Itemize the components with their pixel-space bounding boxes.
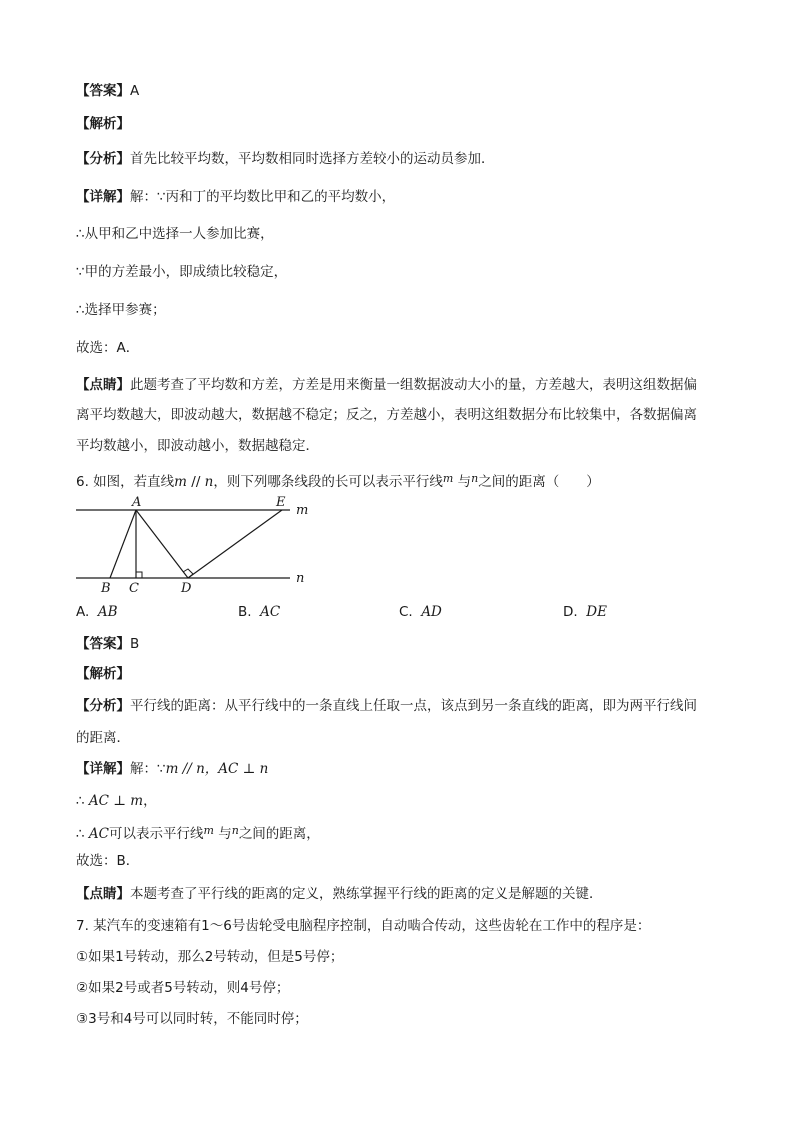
q6-detail-line-3 — [76, 822, 320, 843]
option-a-value: AB — [97, 604, 118, 620]
q5-dianjing-line-2: 离平均数越大，即波动越大，数据越不稳定；反之，方差越小，表明这组数据分布比较集中，各数据偏离 — [76, 407, 697, 423]
q6-stem-c: 与 — [453, 474, 472, 490]
detail-2-prefix: ∴ — [76, 793, 89, 809]
q6-options — [76, 603, 736, 621]
option-c-value: AD — [421, 604, 442, 620]
q7-rule-1: ①如果1号转动，那么2号转动，但是5号停； — [76, 949, 344, 965]
q6-stem-b: ，则下列哪条线段的长可以表示平行线 — [213, 474, 443, 490]
q6-analysis-tag: 【解析】 — [76, 666, 130, 682]
q5-fenxi-line — [76, 150, 495, 168]
detail-math: m // n，AC ⊥ n — [165, 761, 269, 777]
segment-ab — [110, 510, 136, 578]
dianjing-tag: 【点睛】 — [76, 886, 130, 902]
option-b[interactable] — [238, 603, 280, 621]
q7-stem: 7. 某汽车的变速箱有1～6号齿轮受电脑程序控制，自动啮合传动，这些齿轮在工作中的程序是： — [76, 918, 651, 934]
option-b-value: AC — [260, 604, 281, 620]
answer-tag: 【答案】 — [76, 83, 130, 99]
detail-tag: 【详解】 — [76, 761, 130, 777]
detail-text: 解：∵丙和丁的平均数比甲和乙的平均数小， — [130, 189, 396, 205]
option-a[interactable] — [76, 603, 118, 621]
detail-3-text: 可以表示平行线 — [108, 826, 204, 842]
q6-stem-n: n — [204, 474, 214, 490]
q5-answer-line — [76, 82, 139, 100]
detail-3-and: 与 — [213, 826, 232, 842]
option-c-letter: C. — [399, 604, 413, 620]
fenxi-text: 平行线的距离：从平行线中的一条直线上任取一点，该点到另一条直线的距离，即为两平行线间 — [130, 698, 697, 714]
q6-stem-d: 之间的距离（ ） — [478, 474, 600, 490]
detail-2-math: AC ⊥ m — [88, 793, 144, 809]
option-c[interactable] — [399, 603, 442, 621]
option-d-value: DE — [586, 604, 607, 620]
label-e: E — [276, 495, 286, 510]
q6-stem-n2: n — [471, 472, 479, 485]
q5-detail-line-2: ∴从甲和乙中选择一人参加比赛， — [76, 226, 274, 242]
detail-3-end: 之间的距离， — [238, 826, 320, 842]
detail-text: 解：∵ — [130, 761, 166, 777]
q6-stem — [76, 470, 600, 491]
answer-tag: 【答案】 — [76, 636, 130, 652]
detail-3-math: AC — [88, 826, 109, 842]
answer-value: A — [130, 83, 140, 99]
q6-stem-a: 6. 如图，若直线 — [76, 474, 175, 490]
dianjing-text: 此题考查了平均数和方差，方差是用来衡量一组数据波动大小的量，方差越大，表明这组数据偏 — [130, 377, 697, 393]
detail-2-suffix: ， — [143, 793, 157, 809]
q6-fenxi-line-1 — [76, 697, 697, 715]
answer-value: B — [130, 636, 140, 652]
fenxi-tag: 【分析】 — [76, 151, 130, 167]
label-n: n — [296, 571, 305, 586]
detail-3-prefix: ∴ — [76, 826, 89, 842]
label-m: m — [296, 503, 309, 518]
q5-detail-line-1 — [76, 188, 395, 206]
detail-tag: 【详解】 — [76, 189, 130, 205]
q5-detail-line-4: ∴选择甲参赛； — [76, 302, 166, 318]
q6-detail-line-1 — [76, 760, 268, 778]
label-b: B — [101, 581, 111, 593]
geometry-figure — [70, 493, 390, 593]
q6-stem-par: // — [186, 474, 205, 490]
detail-3-m: m — [203, 824, 214, 837]
segment-de — [188, 510, 282, 578]
option-d[interactable] — [563, 603, 607, 621]
label-c: C — [129, 581, 139, 593]
fenxi-tag: 【分析】 — [76, 698, 130, 714]
q6-choice: 故选：B． — [76, 853, 140, 869]
q6-answer-line — [76, 635, 139, 653]
dianjing-text: 本题考查了平行线的距离的定义，熟练掌握平行线的距离的定义是解题的关键． — [130, 886, 603, 902]
option-d-letter: D. — [563, 604, 578, 620]
q5-choice: 故选：A． — [76, 340, 140, 356]
q5-dianjing-line-3: 平均数越小，即波动越小，数据越稳定． — [76, 438, 319, 454]
q6-detail-line-2 — [76, 792, 157, 810]
right-angle-c — [136, 572, 142, 578]
segment-ad — [136, 510, 188, 578]
label-a: A — [132, 495, 142, 510]
option-b-letter: B. — [238, 604, 252, 620]
detail-3-n: n — [231, 824, 239, 837]
dianjing-tag: 【点睛】 — [76, 377, 130, 393]
label-d: D — [181, 581, 192, 593]
q6-stem-m2: m — [442, 472, 454, 485]
q6-dianjing-line — [76, 885, 603, 903]
q6-stem-m: m — [174, 474, 187, 490]
q7-rule-2: ②如果2号或者5号转动，则4号停； — [76, 980, 290, 996]
q7-rule-3: ③3号和4号可以同时转，不能同时停； — [76, 1011, 308, 1027]
option-a-letter: A. — [76, 604, 90, 620]
fenxi-text: 首先比较平均数，平均数相同时选择方差较小的运动员参加． — [130, 151, 495, 167]
q5-dianjing-line-1 — [76, 376, 697, 394]
q6-fenxi-line-2: 的距离． — [76, 730, 130, 746]
q5-analysis-tag: 【解析】 — [76, 116, 130, 132]
q5-detail-line-3: ∵甲的方差最小，即成绩比较稳定， — [76, 264, 288, 280]
